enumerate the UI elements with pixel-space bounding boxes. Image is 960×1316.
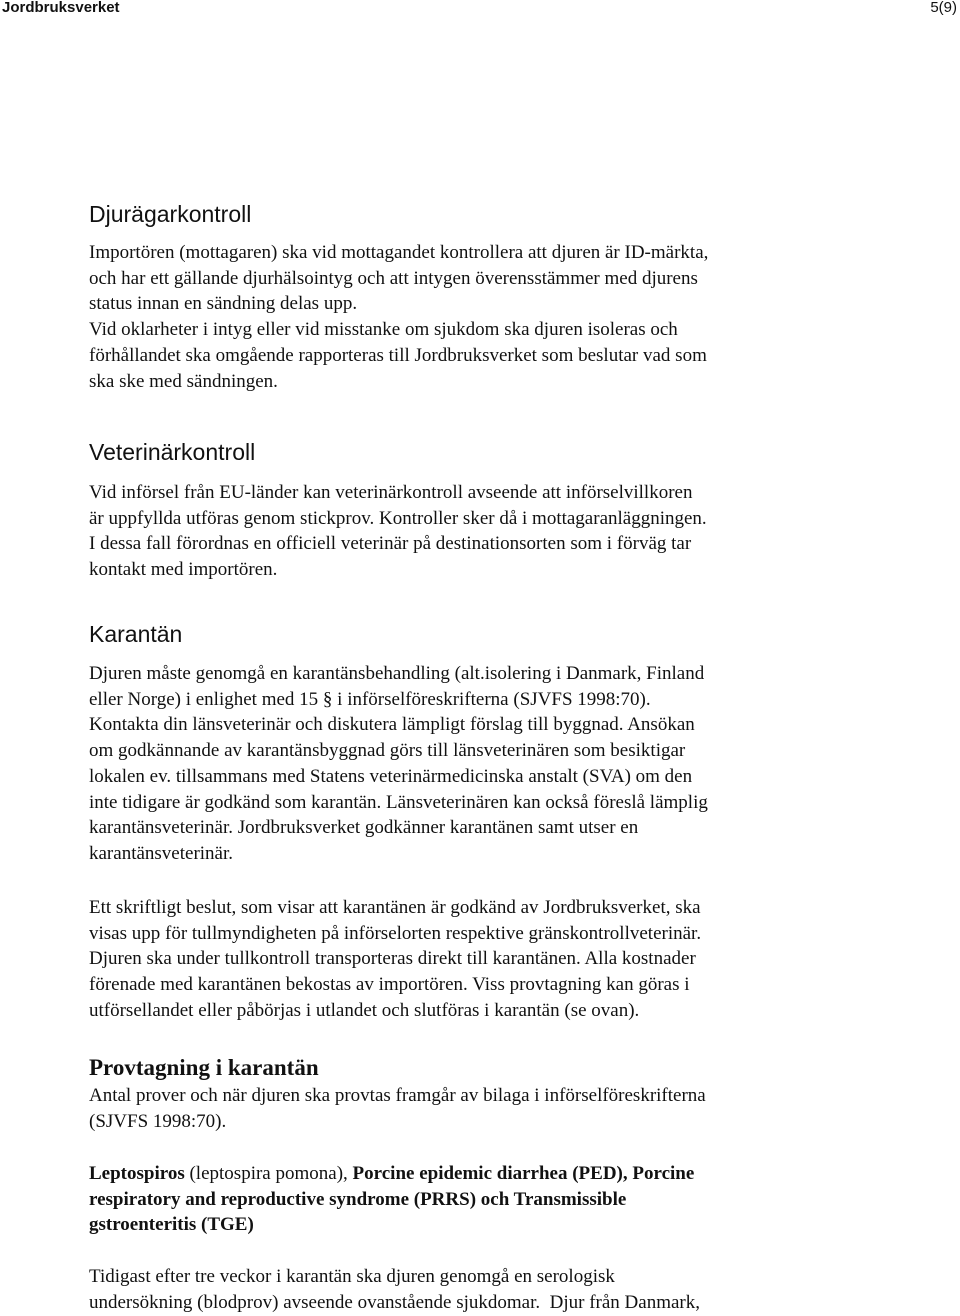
text-line: status innan en sändning delas upp.	[89, 293, 358, 315]
text-line: visas upp för tullmyndigheten på införselorten respektive gränskontrollveterinär.	[89, 922, 702, 944]
text-line: Vid införsel från EU-länder kan veterinärkontroll avseende att införselvillkoren	[89, 482, 693, 503]
text-line: eller Norge) i enlighet med 15 § i införselföreskrifterna (SJVFS 1998:70).	[89, 688, 651, 710]
text-line: och har ett gällande djurhälsointyg och att intygen överensstämmer med djurens	[89, 267, 698, 289]
disease-note: (leptospira pomona),	[184, 1163, 353, 1184]
text-line: I dessa fall förordnas en officiell veterinär på destinationsorten som i förväg tar	[89, 533, 692, 555]
text-line: Importören (mottagaren) ska vid mottagandet kontrollera att djuren är ID-märkta,	[89, 242, 709, 263]
heading-djuragarkontroll: Djurägarkontroll	[89, 201, 252, 227]
text-line: förhållandet ska omgående rapporteras till Jordbruksverket som beslutar vad som	[89, 344, 707, 366]
text-line: utförsellandet eller påbörjas i utlandet och slutföras i karantän (se ovan).	[89, 999, 640, 1021]
disease-leptospiros: Leptospiros	[89, 1163, 185, 1184]
text-line: inte tidigare är godkänd som karantän. Länsveterinären kan också föreslå lämplig	[89, 791, 708, 813]
text-line: Ett skriftligt beslut, som visar att karantänen är godkänd av Jordbruksverket, ska	[89, 897, 701, 918]
text-line: är uppfyllda utföras genom stickprov. Kontroller sker då i mottagaranläggningen.	[89, 507, 707, 529]
text-line: Djuren måste genomgå en karantänsbehandling (alt.isolering i Danmark, Finland	[89, 663, 705, 684]
text-line: Djuren ska under tullkontroll transporteras direkt till karantänen. Alla kostnader	[89, 948, 696, 970]
text-line: undersökning (blodprov) avseende ovanstående sjukdomar. Djur från Danmark,	[89, 1291, 700, 1313]
text-line: gstroenteritis (TGE)	[89, 1214, 254, 1236]
paragraph-djuragarkontroll	[89, 240, 939, 394]
paragraph-karantan-beslut	[89, 895, 939, 1024]
header-page-number: 5(9)	[930, 0, 957, 16]
text-line	[89, 1161, 939, 1187]
header-organization: Jordbruksverket	[2, 0, 120, 16]
text-line: karantänsveterinär.	[89, 842, 234, 864]
text-line: Antal prover och när djuren ska provtas framgår av bilaga i införselföreskrifterna	[89, 1085, 706, 1106]
text-line: (SJVFS 1998:70).	[89, 1110, 227, 1132]
paragraph-karantan	[89, 661, 939, 867]
text-line: lokalen ev. tillsammans med Statens veterinärmedicinska anstalt (SVA) om den	[89, 765, 693, 787]
text-line: Kontakta din länsveterinär och diskutera lämpligt förslag till byggnad. Ansökan	[89, 714, 695, 736]
heading-veterinarkontroll: Veterinärkontroll	[89, 439, 256, 465]
text-line: respiratory and reproductive syndrome (PRRS) och Transmissible	[89, 1188, 627, 1210]
heading-karantan: Karantän	[89, 621, 183, 647]
paragraph-diseases	[89, 1161, 939, 1238]
text-line: förenade med karantänen bekostas av importören. Viss provtagning kan göras i	[89, 974, 690, 996]
heading-provtagning: Provtagning i karantän	[89, 1055, 319, 1080]
disease-ped-prrs: Porcine epidemic diarrhea (PED), Porcine	[352, 1163, 695, 1184]
text-line: ska ske med sändningen.	[89, 370, 278, 392]
text-line: om godkännande av karantänsbyggnad görs till länsveterinären som besiktigar	[89, 740, 686, 762]
paragraph-veterinarkontroll	[89, 480, 939, 583]
paragraph-serologisk	[89, 1264, 939, 1315]
text-line: Vid oklarheter i intyg eller vid misstanke om sjukdom ska djuren isoleras och	[89, 319, 678, 341]
text-line: Tidigast efter tre veckor i karantän ska djuren genomgå en serologisk	[89, 1266, 615, 1287]
text-line: karantänsveterinär. Jordbruksverket godkänner karantänen samt utser en	[89, 817, 639, 839]
paragraph-provtagning	[89, 1083, 939, 1134]
text-line: kontakt med importören.	[89, 559, 278, 581]
page-header	[0, 0, 960, 16]
